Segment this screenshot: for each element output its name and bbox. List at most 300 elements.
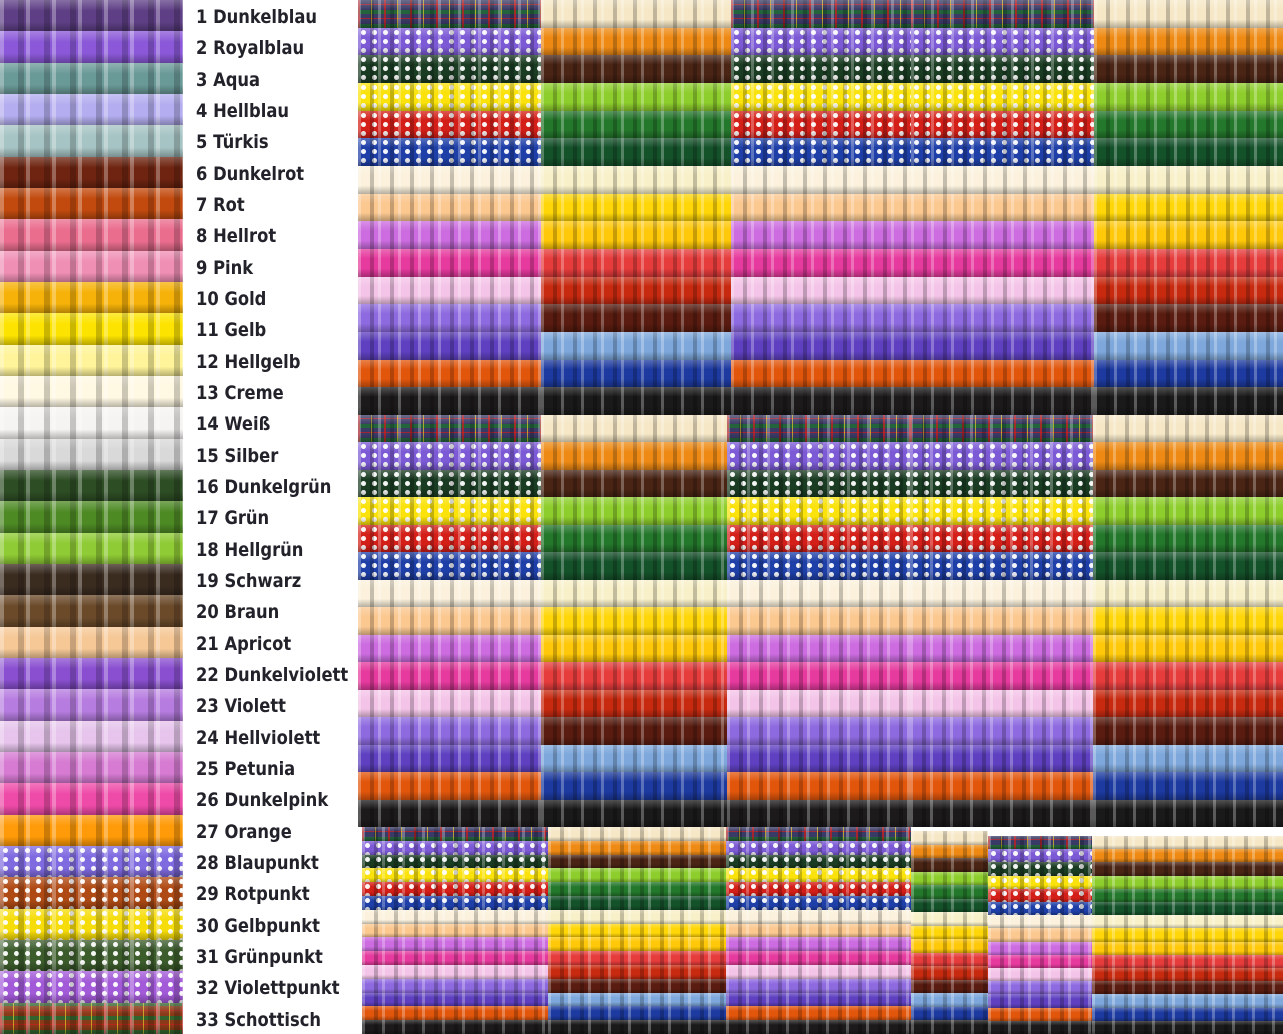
- band-shading: [911, 966, 988, 980]
- ribbon-band: [548, 965, 726, 979]
- ribbon-swatch: [0, 564, 183, 595]
- band-shading: [541, 83, 731, 111]
- ribbon-band: [726, 965, 911, 979]
- ribbon-band: [910, 635, 1093, 662]
- ribbon-swatch: [0, 439, 183, 470]
- ribbon-band: [911, 993, 988, 1007]
- band-shading: [541, 745, 727, 772]
- band-shading: [362, 896, 548, 910]
- band-shading: [726, 993, 911, 1006]
- color-label: [196, 70, 260, 90]
- ribbon-band: [727, 525, 910, 552]
- ribbon-band: [548, 827, 726, 841]
- ribbon-band: [548, 841, 726, 855]
- ribbon-band: [727, 800, 910, 827]
- band-shading: [727, 772, 910, 800]
- ribbon-band: [548, 937, 726, 951]
- ribbon-tile: [358, 415, 541, 827]
- band-shading: [726, 910, 911, 924]
- band-shading: [1092, 928, 1283, 942]
- band-shading: [727, 745, 910, 772]
- band-shading: [1092, 1008, 1283, 1021]
- ribbon-swatch: [0, 627, 183, 658]
- band-shading: [358, 552, 541, 580]
- band-shading: [541, 497, 727, 525]
- ribbon-band: [731, 55, 911, 83]
- color-name: Gelb: [224, 319, 267, 341]
- color-label: [196, 320, 266, 340]
- ribbon-band: [358, 690, 541, 717]
- band-shading: [911, 926, 988, 939]
- color-number: 26: [196, 789, 219, 811]
- ribbon-band: [1092, 942, 1283, 955]
- ribbon-band: [358, 249, 541, 277]
- color-name: Weiß: [224, 413, 271, 435]
- band-shading: [1094, 387, 1283, 415]
- ribbon-band: [910, 525, 1093, 552]
- color-label: [196, 414, 270, 434]
- color-name: Aqua: [213, 69, 261, 91]
- color-name: Schottisch: [224, 1009, 322, 1031]
- ribbon-band: [988, 928, 1092, 942]
- ribbon-band: [911, 966, 988, 980]
- ribbon-swatch: [0, 219, 183, 251]
- band-shading: [0, 689, 183, 721]
- band-shading: [726, 979, 911, 993]
- band-shading: [0, 94, 183, 125]
- ribbon-band: [988, 981, 1092, 994]
- color-name: Silber: [224, 445, 279, 467]
- ribbon-band: [1094, 111, 1283, 138]
- band-shading: [541, 194, 731, 221]
- ribbon-band: [548, 868, 726, 882]
- band-shading: [911, 194, 1094, 221]
- ribbon-swatch: [0, 251, 183, 282]
- band-shading: [988, 1021, 1092, 1034]
- ribbon-band: [731, 83, 911, 111]
- ribbon-band: [358, 717, 541, 745]
- band-shading: [988, 981, 1092, 994]
- band-shading: [910, 800, 1093, 827]
- ribbon-band: [726, 882, 911, 896]
- ribbon-band: [541, 525, 727, 552]
- ribbon-tile: [910, 415, 1093, 827]
- ribbon-band: [731, 194, 911, 221]
- ribbon-band: [727, 415, 910, 442]
- band-shading: [362, 841, 548, 855]
- ribbon-band: [541, 415, 727, 442]
- band-shading: [362, 882, 548, 896]
- ribbon-band: [911, 885, 988, 899]
- ribbon-band: [541, 332, 731, 360]
- ribbon-band: [1094, 0, 1283, 28]
- band-shading: [1094, 304, 1283, 332]
- ribbon-band: [362, 993, 548, 1006]
- band-shading: [1092, 849, 1283, 862]
- ribbon-band: [358, 138, 541, 166]
- band-shading: [911, 138, 1094, 166]
- ribbon-tile: [988, 836, 1092, 1034]
- ribbon-swatch: [0, 689, 183, 721]
- band-shading: [726, 827, 911, 841]
- band-shading: [727, 552, 910, 580]
- ribbon-band: [1094, 387, 1283, 415]
- band-shading: [548, 910, 726, 924]
- band-shading: [358, 55, 541, 83]
- band-shading: [1092, 862, 1283, 876]
- band-shading: [911, 912, 988, 926]
- ribbon-band: [726, 855, 911, 868]
- ribbon-band: [548, 1006, 726, 1020]
- band-shading: [911, 55, 1094, 83]
- ribbon-band: [541, 717, 727, 745]
- ribbon-band: [988, 876, 1092, 889]
- ribbon-band: [1092, 994, 1283, 1008]
- band-shading: [541, 138, 731, 166]
- band-shading: [0, 877, 183, 909]
- band-shading: [362, 951, 548, 965]
- ribbon-band: [911, 845, 988, 858]
- ribbon-tile: [1093, 415, 1283, 827]
- ribbon-band: [358, 111, 541, 138]
- band-shading: [0, 721, 183, 752]
- color-label: [196, 790, 328, 810]
- band-shading: [727, 580, 910, 607]
- band-shading: [541, 580, 727, 607]
- band-shading: [362, 924, 548, 937]
- band-shading: [988, 942, 1092, 955]
- band-shading: [1092, 942, 1283, 955]
- ribbon-band: [548, 1020, 726, 1034]
- color-name: Dunkelviolett: [224, 664, 349, 686]
- color-label: [196, 759, 295, 779]
- band-shading: [358, 662, 541, 690]
- ribbon-band: [726, 827, 911, 841]
- band-shading: [0, 470, 183, 501]
- band-shading: [726, 1006, 911, 1020]
- ribbon-band: [911, 111, 1094, 138]
- ribbon-swatch: [0, 909, 183, 940]
- ribbon-band: [911, 55, 1094, 83]
- ribbon-band: [1094, 277, 1283, 304]
- ribbon-band: [1094, 166, 1283, 194]
- color-label: [196, 540, 303, 560]
- ribbon-band: [726, 910, 911, 924]
- band-shading: [911, 872, 988, 885]
- color-label: [196, 916, 320, 936]
- color-number: 31: [196, 946, 219, 968]
- ribbon-band: [1094, 55, 1283, 83]
- ribbon-band: [358, 525, 541, 552]
- band-shading: [1094, 332, 1283, 360]
- ribbon-band: [1092, 836, 1283, 849]
- color-name: Braun: [224, 601, 280, 623]
- ribbon-band: [362, 965, 548, 979]
- ribbon-swatch: [0, 721, 183, 752]
- band-shading: [0, 345, 183, 376]
- ribbon-band: [988, 889, 1092, 902]
- band-shading: [988, 876, 1092, 889]
- band-shading: [0, 564, 183, 595]
- band-shading: [1094, 166, 1283, 194]
- band-shading: [911, 221, 1094, 249]
- color-name: Blaupunkt: [224, 852, 319, 874]
- band-shading: [0, 0, 183, 31]
- band-shading: [1093, 607, 1283, 635]
- color-label: [196, 728, 320, 748]
- band-shading: [910, 580, 1093, 607]
- band-shading: [911, 831, 988, 845]
- band-shading: [358, 690, 541, 717]
- ribbon-tile: [911, 831, 988, 1034]
- band-shading: [910, 635, 1093, 662]
- ribbon-band: [910, 580, 1093, 607]
- ribbon-band: [1093, 580, 1283, 607]
- band-shading: [362, 910, 548, 924]
- color-label: [196, 195, 245, 215]
- ribbon-band: [541, 745, 727, 772]
- color-label: [196, 822, 292, 842]
- ribbon-band: [358, 221, 541, 249]
- band-shading: [1093, 800, 1283, 827]
- color-label: [196, 226, 276, 246]
- band-shading: [1093, 497, 1283, 525]
- ribbon-band: [548, 910, 726, 924]
- ribbon-band: [1093, 470, 1283, 497]
- ribbon-swatch: [0, 533, 183, 564]
- ribbon-band: [358, 580, 541, 607]
- band-shading: [358, 360, 541, 387]
- color-number: 10: [196, 288, 219, 310]
- band-shading: [541, 55, 731, 83]
- ribbon-band: [911, 277, 1094, 304]
- color-name: Rot: [213, 194, 245, 216]
- ribbon-band: [362, 937, 548, 951]
- band-shading: [731, 332, 911, 360]
- band-shading: [1093, 525, 1283, 552]
- ribbon-swatch: [0, 877, 183, 909]
- band-shading: [1093, 470, 1283, 497]
- ribbon-band: [1092, 876, 1283, 889]
- band-shading: [1092, 876, 1283, 889]
- ribbon-band: [1093, 772, 1283, 800]
- band-shading: [726, 924, 911, 937]
- ribbon-band: [726, 993, 911, 1006]
- ribbon-band: [910, 552, 1093, 580]
- ribbon-band: [910, 607, 1093, 635]
- band-shading: [911, 83, 1094, 111]
- ribbon-band: [358, 28, 541, 55]
- ribbon-band: [358, 635, 541, 662]
- band-shading: [911, 1007, 988, 1020]
- band-shading: [910, 772, 1093, 800]
- ribbon-band: [910, 662, 1093, 690]
- ribbon-band: [1094, 249, 1283, 277]
- ribbon-band: [362, 868, 548, 882]
- band-shading: [726, 896, 911, 910]
- ribbon-band: [727, 607, 910, 635]
- ribbon-band: [731, 277, 911, 304]
- ribbon-band: [358, 662, 541, 690]
- band-shading: [0, 658, 183, 689]
- color-name: Pink: [213, 257, 254, 279]
- ribbon-band: [1094, 221, 1283, 249]
- band-shading: [0, 595, 183, 627]
- band-shading: [727, 607, 910, 635]
- color-number: 12: [196, 351, 219, 373]
- ribbon-band: [362, 951, 548, 965]
- band-shading: [911, 277, 1094, 304]
- color-label: [196, 477, 331, 497]
- band-shading: [362, 1006, 548, 1020]
- band-shading: [541, 221, 731, 249]
- band-shading: [541, 635, 727, 662]
- band-shading: [541, 166, 731, 194]
- band-shading: [0, 752, 183, 783]
- ribbon-band: [362, 924, 548, 937]
- color-number: 7: [196, 194, 208, 216]
- band-shading: [541, 717, 727, 745]
- ribbon-band: [911, 304, 1094, 332]
- ribbon-band: [731, 138, 911, 166]
- color-name: Dunkelblau: [213, 6, 317, 28]
- ribbon-band: [358, 83, 541, 111]
- ribbon-band: [541, 166, 731, 194]
- band-shading: [548, 841, 726, 855]
- band-shading: [362, 855, 548, 868]
- ribbon-band: [541, 249, 731, 277]
- band-shading: [0, 282, 183, 313]
- band-shading: [548, 1020, 726, 1034]
- band-shading: [1093, 662, 1283, 690]
- band-shading: [0, 31, 183, 63]
- band-shading: [1093, 690, 1283, 717]
- color-number: 28: [196, 852, 219, 874]
- band-shading: [548, 965, 726, 979]
- ribbon-swatch: [0, 345, 183, 376]
- ribbon-band: [911, 0, 1094, 28]
- band-shading: [548, 896, 726, 910]
- color-number: 25: [196, 758, 219, 780]
- band-shading: [358, 415, 541, 442]
- color-number: 5: [196, 131, 208, 153]
- color-number: 29: [196, 883, 219, 905]
- color-label: [196, 696, 286, 716]
- ribbon-band: [1093, 800, 1283, 827]
- color-name: Violettpunkt: [224, 977, 340, 999]
- band-shading: [0, 439, 183, 470]
- ribbon-band: [726, 924, 911, 937]
- ribbon-band: [358, 470, 541, 497]
- ribbon-band: [1093, 690, 1283, 717]
- band-shading: [727, 690, 910, 717]
- color-name: Hellblau: [213, 100, 290, 122]
- ribbon-band: [358, 772, 541, 800]
- band-shading: [358, 717, 541, 745]
- ribbon-band: [1094, 360, 1283, 387]
- band-shading: [1093, 442, 1283, 470]
- ribbon-band: [1094, 28, 1283, 55]
- ribbon-band: [727, 580, 910, 607]
- ribbon-swatch: [0, 1003, 183, 1034]
- band-shading: [541, 552, 727, 580]
- ribbon-band: [541, 662, 727, 690]
- ribbon-swatch: [0, 31, 183, 63]
- color-name: Hellgrün: [224, 539, 304, 561]
- ribbon-band: [727, 745, 910, 772]
- color-label: [196, 853, 319, 873]
- band-shading: [731, 304, 911, 332]
- band-shading: [910, 717, 1093, 745]
- ribbon-band: [358, 304, 541, 332]
- band-shading: [1094, 55, 1283, 83]
- color-number: 30: [196, 915, 219, 937]
- ribbon-swatch: [0, 470, 183, 501]
- color-number: 2: [196, 37, 208, 59]
- ribbon-swatch: [0, 752, 183, 783]
- ribbon-band: [1092, 1008, 1283, 1021]
- band-shading: [1094, 194, 1283, 221]
- band-shading: [0, 251, 183, 282]
- color-name: Grün: [224, 507, 270, 529]
- ribbon-band: [727, 635, 910, 662]
- ribbon-band: [548, 882, 726, 896]
- band-shading: [731, 55, 911, 83]
- color-name: Creme: [224, 382, 284, 404]
- band-shading: [731, 360, 911, 387]
- ribbon-band: [988, 836, 1092, 849]
- band-shading: [1092, 836, 1283, 849]
- band-shading: [1092, 902, 1283, 915]
- ribbon-band: [1092, 1021, 1283, 1034]
- ribbon-band: [358, 166, 541, 194]
- band-shading: [1094, 28, 1283, 55]
- band-shading: [731, 277, 911, 304]
- ribbon-band: [548, 993, 726, 1006]
- ribbon-band: [1092, 862, 1283, 876]
- ribbon-band: [541, 470, 727, 497]
- color-number: 4: [196, 100, 208, 122]
- band-shading: [988, 849, 1092, 862]
- color-name: Türkis: [213, 131, 269, 153]
- band-shading: [358, 111, 541, 138]
- band-shading: [1092, 994, 1283, 1008]
- band-shading: [358, 497, 541, 525]
- band-shading: [1094, 83, 1283, 111]
- ribbon-swatch: [0, 94, 183, 125]
- band-shading: [910, 415, 1093, 442]
- band-shading: [910, 607, 1093, 635]
- ribbon-swatch: [0, 501, 183, 533]
- ribbon-band: [358, 55, 541, 83]
- color-label: [196, 571, 301, 591]
- ribbon-tile: [541, 415, 727, 827]
- band-shading: [726, 951, 911, 965]
- band-shading: [0, 188, 183, 219]
- band-shading: [910, 497, 1093, 525]
- ribbon-band: [541, 55, 731, 83]
- ribbon-band: [910, 470, 1093, 497]
- ribbon-tile: [727, 415, 910, 827]
- ribbon-band: [1093, 552, 1283, 580]
- band-shading: [541, 249, 731, 277]
- band-shading: [911, 249, 1094, 277]
- ribbon-band: [727, 497, 910, 525]
- ribbon-band: [910, 800, 1093, 827]
- band-shading: [358, 580, 541, 607]
- band-shading: [0, 501, 183, 533]
- ribbon-band: [727, 442, 910, 470]
